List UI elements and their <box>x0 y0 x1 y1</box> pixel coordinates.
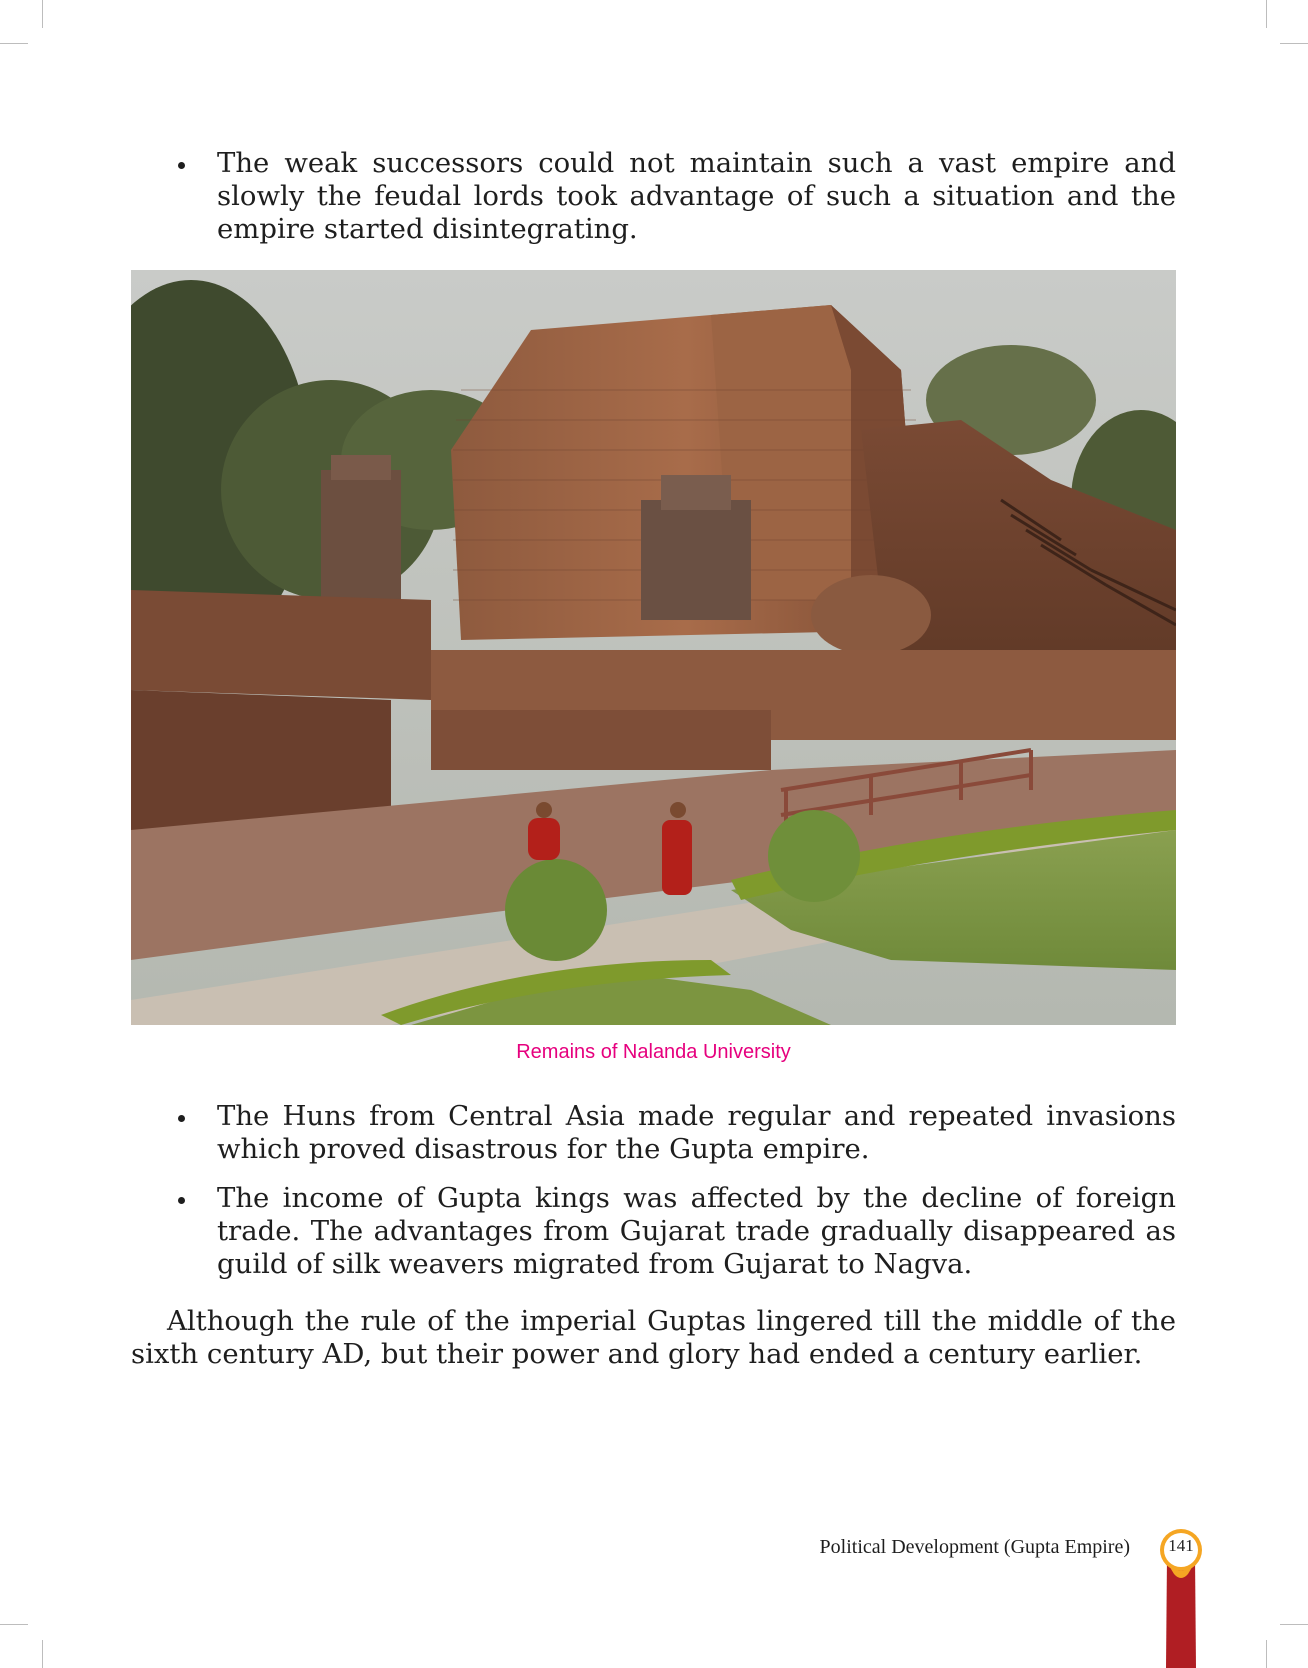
crop-mark <box>1266 0 1267 28</box>
body-paragraph: Although the rule of the imperial Guptas lingered till the middle of the sixth century AD, but their power and glory had ended a century earlier. <box>131 1305 1176 1370</box>
bullet-text: The weak successors could not maintain such a vast empire and slowly the feudal lords took advantage of such a situation and the empire started disintegrating. <box>217 147 1176 245</box>
bullet-text: The Huns from Central Asia made regular and repeated invasions which proved disastrous for the Gupta empire. <box>217 1100 1176 1165</box>
chapter-title: Political Development (Gupta Empire) <box>819 1536 1130 1558</box>
bullet-icon <box>178 1115 185 1122</box>
crop-mark <box>1266 1640 1267 1668</box>
bullet-item <box>131 1100 1176 1166</box>
bullet-icon <box>178 1197 185 1204</box>
bullet-item <box>131 147 1176 246</box>
crop-mark <box>42 0 43 28</box>
bottom-bullet-list <box>131 1100 1176 1297</box>
crop-mark <box>42 1640 43 1668</box>
bullet-item <box>131 1182 1176 1281</box>
crop-mark <box>0 1624 28 1625</box>
bullet-text: The income of Gupta kings was affected by the decline of foreign trade. The advantages from Gujarat trade gradually disappeared as guild of silk weavers migrated from Gujarat to Nagva. <box>217 1182 1176 1280</box>
figure-caption: Remains of Nalanda University <box>516 1041 791 1063</box>
top-bullet-list <box>131 147 1176 262</box>
crop-mark <box>1280 1624 1308 1625</box>
page-number: 141 <box>1168 1536 1194 1555</box>
bullet-icon <box>178 162 185 169</box>
nalanda-photo <box>131 270 1176 1025</box>
crop-mark <box>0 43 28 44</box>
crop-mark <box>1280 43 1308 44</box>
